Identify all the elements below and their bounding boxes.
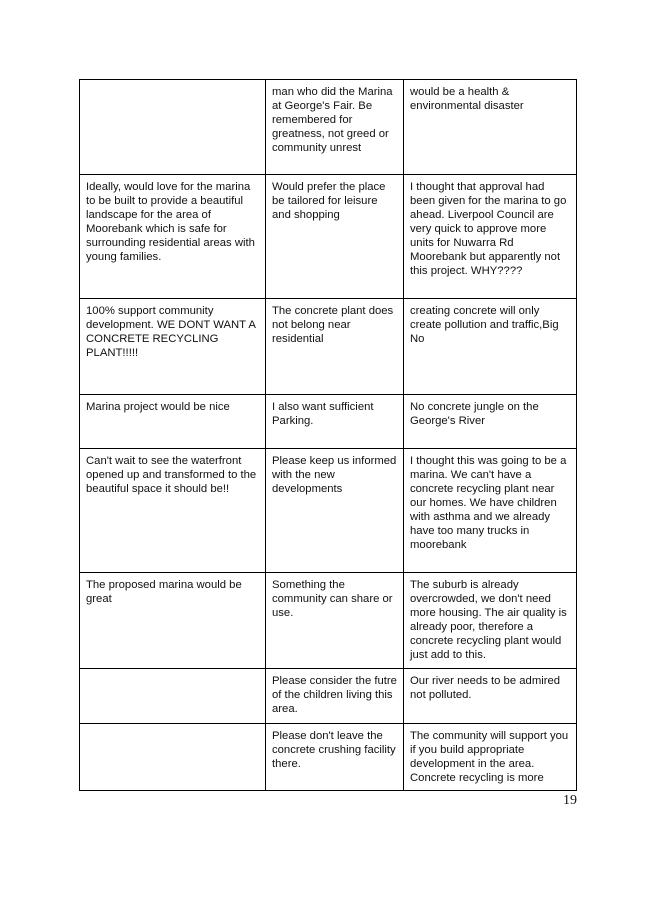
table-cell: man who did the Marina at George's Fair. Be remembered for greatness, not greed or community unrest xyxy=(266,80,404,175)
table-cell: Please consider the futre of the children living this area. xyxy=(266,669,404,724)
table-cell: Our river needs to be admired not polluted. xyxy=(404,669,577,724)
table-cell: Please keep us informed with the new developments xyxy=(266,449,404,573)
table-cell: I thought that approval had been given for the marina to go ahead. Liverpool Council are very quick to approve more units for Nuwarra Rd Moorebank but apparently not this project. WHY???? xyxy=(404,175,577,299)
table-cell: Can't wait to see the waterfront opened up and transformed to the beautiful space it should be!! xyxy=(80,449,266,573)
table-row xyxy=(80,175,577,299)
table-cell: creating concrete will only create pollution and traffic,Big No xyxy=(404,299,577,395)
comments-table xyxy=(79,79,577,791)
table-cell: The community will support you if you build appropriate development in the area. Concrete recycling is more xyxy=(404,724,577,791)
table-cell xyxy=(80,669,266,724)
table-row xyxy=(80,724,577,791)
table-cell: would be a health & environmental disaster xyxy=(404,80,577,175)
table-row xyxy=(80,669,577,724)
table-row xyxy=(80,299,577,395)
table-cell: Something the community can share or use. xyxy=(266,573,404,669)
table-cell: I thought this was going to be a marina. We can't have a concrete recycling plant near our homes. We have children with asthma and we already have too many trucks in moorebank xyxy=(404,449,577,573)
table-cell: Would prefer the place be tailored for leisure and shopping xyxy=(266,175,404,299)
table-cell: The proposed marina would be great xyxy=(80,573,266,669)
table-cell: The concrete plant does not belong near residential xyxy=(266,299,404,395)
table-row xyxy=(80,395,577,449)
table-row xyxy=(80,449,577,573)
table-row xyxy=(80,80,577,175)
table-cell xyxy=(80,80,266,175)
table-cell: Please don't leave the concrete crushing facility there. xyxy=(266,724,404,791)
table-cell xyxy=(80,724,266,791)
page-number: 19 xyxy=(563,793,577,808)
table-cell: Ideally, would love for the marina to be built to provide a beautiful landscape for the area of Moorebank which is safe for surrounding residential areas with young families. xyxy=(80,175,266,299)
table-row xyxy=(80,573,577,669)
table-cell: I also want sufficient Parking. xyxy=(266,395,404,449)
table-cell: Marina project would be nice xyxy=(80,395,266,449)
table-cell: The suburb is already overcrowded, we don't need more housing. The air quality is already poor, therefore a concrete recycling plant would just add to this. xyxy=(404,573,577,669)
table-cell: No concrete jungle on the George's River xyxy=(404,395,577,449)
table-cell: 100% support community development. WE DONT WANT A CONCRETE RECYCLING PLANT!!!!! xyxy=(80,299,266,395)
